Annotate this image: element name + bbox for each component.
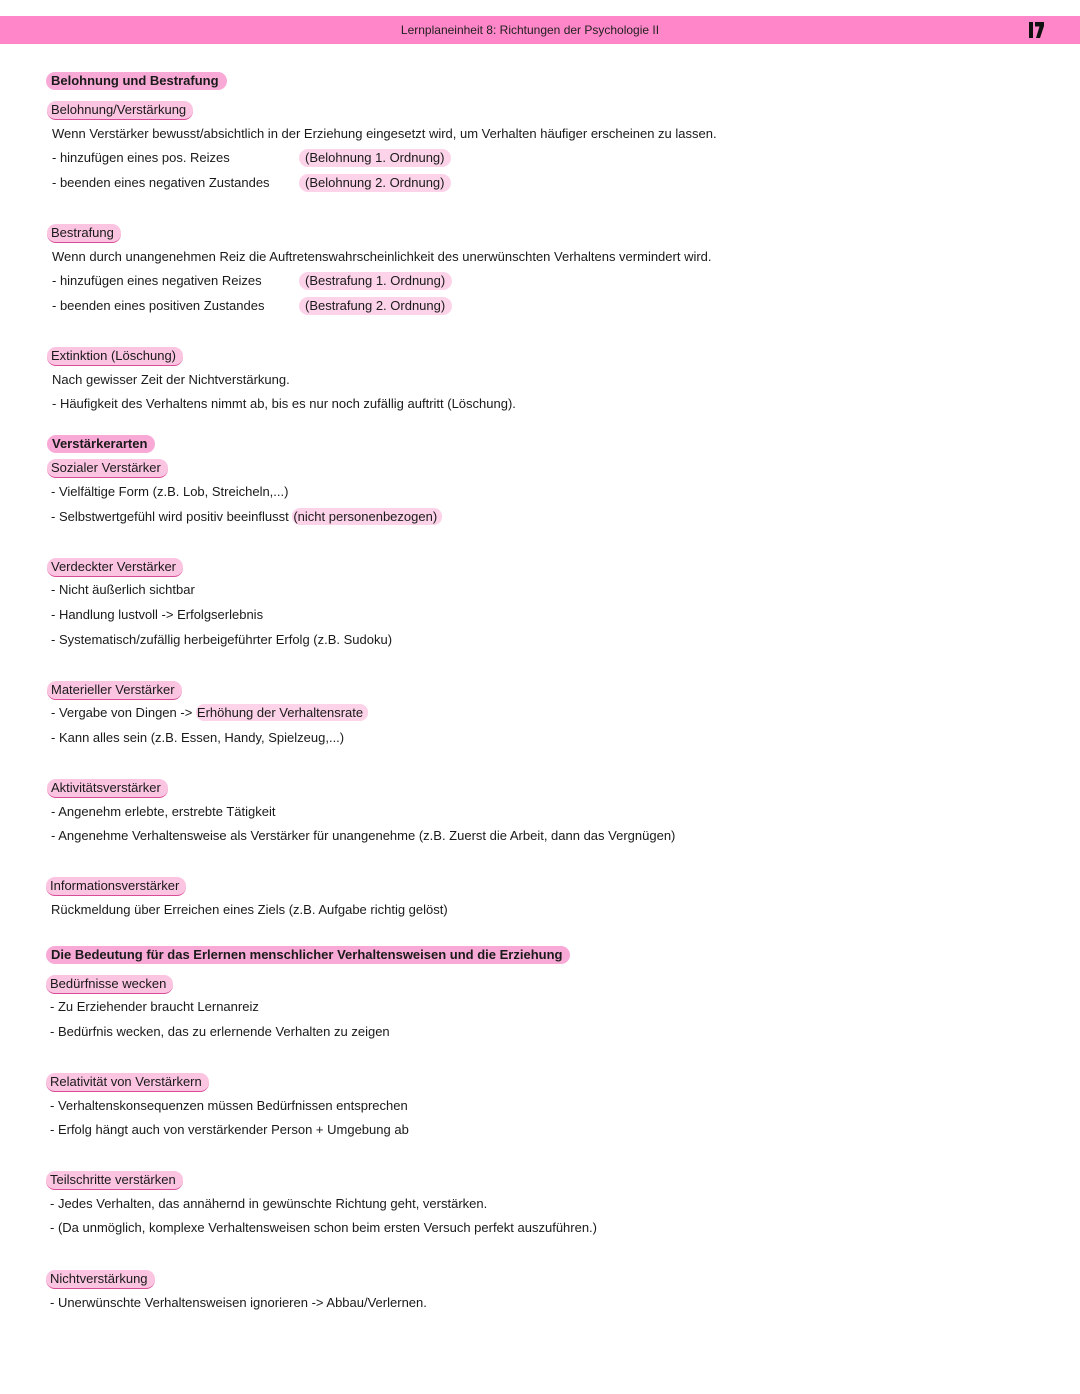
list-item: - Bedürfnis wecken, das zu erlernende Verhalten zu zeigen — [50, 1024, 390, 1039]
subheading-relativitaet: Relativität von Verstärkern — [46, 1073, 209, 1092]
list-item: - Häufigkeit des Verhaltens nimmt ab, bis es nur noch zufällig auftritt (Löschung). — [52, 396, 516, 411]
belohnung-definition: Wenn Verstärker bewusst/absichtlich in der Erziehung eingesetzt wird, um Verhalten häufiger erscheinen zu lassen. — [52, 126, 717, 141]
tag-bestrafung-1: (Bestrafung 1. Ordnung) — [299, 272, 452, 290]
tag-nicht-personenbezogen: (nicht personenbezogen) — [292, 508, 442, 525]
page-title: Lernplaneinheit 8: Richtungen der Psychologie II — [400, 23, 660, 37]
list-item-text: - Selbstwertgefühl wird positiv beeinflusst — [51, 509, 293, 524]
bestrafung-definition: Wenn durch unangenehmen Reiz die Auftretenswahrscheinlichkeit des unerwünschten Verhaltens vermindert wird. — [52, 249, 712, 264]
tag-bestrafung-2: (Bestrafung 2. Ordnung) — [299, 297, 452, 315]
subheading-aktivitaetsverstaerker: Aktivitätsverstärker — [47, 779, 168, 798]
list-item: - Vielfältige Form (z.B. Lob, Streicheln,...) — [51, 484, 289, 499]
list-item: - Verhaltenskonsequenzen müssen Bedürfnissen entsprechen — [50, 1098, 408, 1113]
subheading-bestrafung: Bestrafung — [47, 224, 121, 243]
subheading-materieller-verstaerker: Materieller Verstärker — [47, 681, 182, 700]
list-item: - hinzufügen eines pos. Reizes — [52, 150, 230, 165]
list-item: - beenden eines positiven Zustandes — [52, 298, 265, 313]
list-item — [51, 509, 442, 525]
list-item: - (Da unmöglich, komplexe Verhaltensweisen schon beim ersten Versuch perfekt auszuführen.) — [50, 1220, 598, 1235]
subheading-verdeckter-verstaerker: Verdeckter Verstärker — [47, 558, 183, 577]
list-item: - beenden eines negativen Zustandes — [52, 175, 270, 190]
list-item: - Zu Erziehender braucht Lernanreiz — [50, 999, 259, 1014]
subheading-belohnung: Belohnung/Verstärkung — [47, 101, 193, 120]
subheading-informationsverstaerker: Informationsverstärker — [46, 877, 186, 896]
list-item: - Kann alles sein (z.B. Essen, Handy, Spielzeug,...) — [51, 730, 345, 745]
subheading-teilschritte: Teilschritte verstärken — [46, 1171, 183, 1190]
section-heading-belohnung-bestrafung: Belohnung und Bestrafung — [46, 72, 227, 90]
list-item: - hinzufügen eines negativen Reizes — [52, 273, 262, 288]
tag-belohnung-1: (Belohnung 1. Ordnung) — [299, 149, 451, 167]
list-item: - Erfolg hängt auch von verstärkender Person + Umgebung ab — [50, 1122, 409, 1137]
list-item: - Unerwünschte Verhaltensweisen ignorieren -> Abbau/Verlernen. — [50, 1295, 427, 1310]
list-item: - Angenehm erlebte, erstrebte Tätigkeit — [51, 804, 276, 819]
subheading-sozialer-verstaerker: Sozialer Verstärker — [47, 459, 168, 478]
list-item: - Jedes Verhalten, das annähernd in gewünschte Richtung geht, verstärken. — [50, 1196, 488, 1211]
subheading-nichtverstaerkung: Nichtverstärkung — [46, 1270, 155, 1289]
text-line: Nach gewisser Zeit der Nichtverstärkung. — [52, 372, 290, 387]
subheading-extinktion: Extinktion (Löschung) — [47, 347, 183, 366]
section-heading-bedeutung: Die Bedeutung für das Erlernen menschlicher Verhaltensweisen und die Erziehung — [46, 946, 570, 964]
list-item: - Angenehme Verhaltensweise als Verstärker für unangenehme (z.B. Zuerst die Arbeit, dann das Vergnügen) — [51, 828, 676, 843]
subheading-beduerfnisse-wecken: Bedürfnisse wecken — [46, 975, 173, 994]
header-bar — [0, 16, 1080, 44]
knowunity-logo-icon — [1028, 19, 1046, 41]
list-item: - Systematisch/zufällig herbeigeführter Erfolg (z.B. Sudoku) — [51, 632, 393, 647]
text-line: Rückmeldung über Erreichen eines Ziels (z.B. Aufgabe richtig gelöst) — [51, 902, 448, 917]
tag-belohnung-2: (Belohnung 2. Ordnung) — [299, 174, 451, 192]
list-item — [51, 705, 368, 721]
list-item-text: - Vergabe von Dingen -> — [51, 705, 196, 720]
list-item: - Nicht äußerlich sichtbar — [51, 582, 195, 597]
list-item: - Handlung lustvoll -> Erfolgserlebnis — [51, 607, 264, 622]
tag-erhoehung-verhaltensrate: Erhöhung der Verhaltensrate — [196, 704, 368, 721]
section-heading-verstaerkerarten: Verstärkerarten — [47, 435, 155, 453]
